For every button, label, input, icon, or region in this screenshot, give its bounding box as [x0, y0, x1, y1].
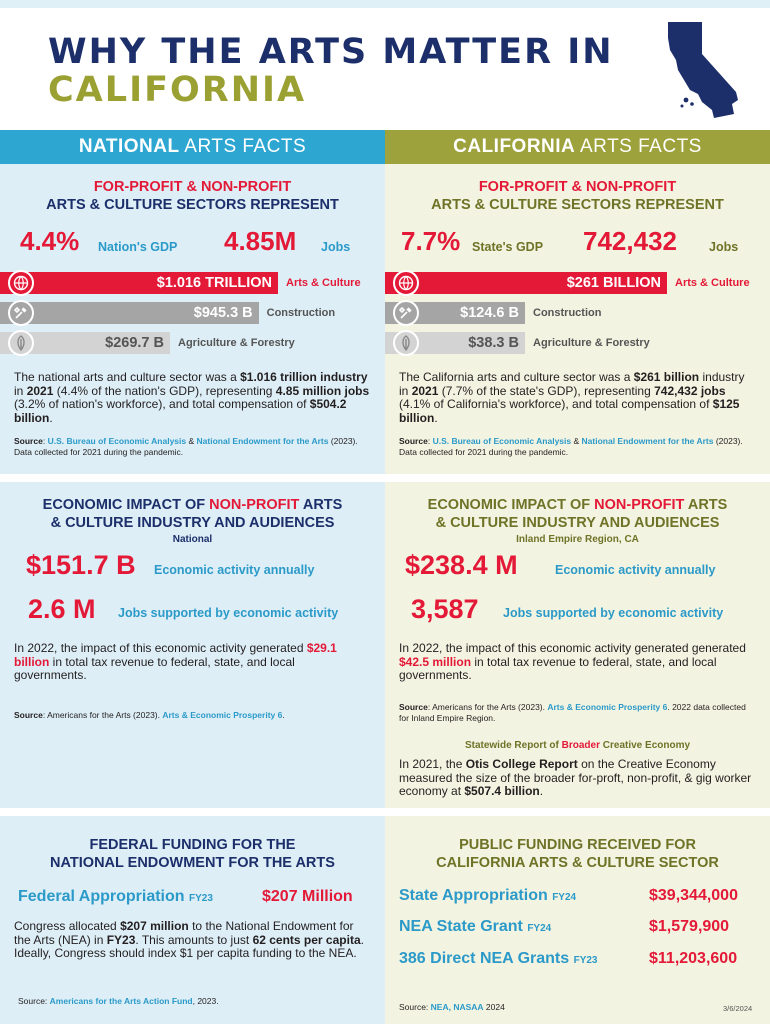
- direct-nea-grants-amount: $11,203,600: [649, 950, 738, 967]
- bea-link[interactable]: U.S. Bureau of Economic Analysis: [47, 436, 187, 446]
- national-impact-heading-1: ECONOMIC IMPACT OF NON-PROFIT ARTS: [42, 497, 343, 513]
- leaf-icon: [398, 335, 414, 351]
- national-gdp-value: 4.4%: [20, 226, 80, 256]
- ca-jobs-label: Jobs: [709, 240, 739, 254]
- sector-bar-label: Agriculture & Forestry: [533, 337, 650, 349]
- national-sectors-paragraph: The national arts and culture sector was a $1.016 trillion industry in 2021 (4.4% of the nation's GDP), representing 4.85 million jobs (3.2% of nation's workforce), and total compensation of $504.2 billion.: [14, 370, 370, 425]
- national-jobs-supported-label: Jobs supported by economic activity: [118, 606, 339, 620]
- federal-appropriation-amount: $207 Million: [262, 888, 353, 905]
- statewide-report-heading: Statewide Report of Broader Creative Economy: [464, 740, 691, 751]
- ca-jobs-supported-value: 3,587: [411, 594, 479, 624]
- tools-icon: [13, 305, 29, 321]
- bea-link[interactable]: U.S. Bureau of Economic Analysis: [432, 436, 572, 446]
- leaf-icon: [13, 335, 29, 351]
- national-impact-paragraph: In 2022, the impact of this economic activity generated $29.1 billion in total tax revenue to federal, state, and local governments.: [14, 641, 337, 682]
- nea-link[interactable]: National Endowment for the Arts: [196, 436, 329, 446]
- sector-bar-label: Agriculture & Forestry: [178, 337, 295, 349]
- divider: [385, 474, 770, 482]
- page-title-line-2: CALIFORNIA: [48, 70, 307, 110]
- globe-icon: [8, 270, 34, 296]
- divider: [0, 808, 385, 816]
- ca-jobs-supported-label: Jobs supported by economic activity: [503, 606, 724, 620]
- tools-icon: [398, 305, 414, 321]
- top-strip: [0, 0, 770, 8]
- sector-bar-label: Arts & Culture: [675, 277, 750, 289]
- federal-funding-source: Source: Americans for the Arts Action Fund, 2023.: [18, 996, 219, 1006]
- federal-appropriation-label: Federal Appropriation FY23: [18, 888, 213, 905]
- ca-gdp-label: State's GDP: [472, 240, 544, 254]
- ca-activity-label: Economic activity annually: [555, 563, 716, 577]
- public-funding-heading-2: CALIFORNIA ARTS & CULTURE SECTOR: [436, 855, 719, 871]
- sector-bar-label: Construction: [533, 307, 602, 319]
- ca-impact-region: Inland Empire Region, CA: [516, 534, 639, 545]
- ca-activity-value: $238.4 M: [405, 550, 518, 580]
- ca-impact-heading-2: & CULTURE INDUSTRY AND AUDIENCES: [435, 515, 720, 531]
- ca-impact-heading-1: ECONOMIC IMPACT OF NON-PROFIT ARTS: [427, 497, 728, 513]
- national-jobs-supported-value: 2.6 M: [28, 594, 96, 624]
- national-sectors-source: Source: U.S. Bureau of Economic Analysis & National Endowment for the Arts (2023). Data collected for 2021 during the pandemic.: [14, 436, 358, 457]
- public-funding-source: Source: NEA, NASAA 2024: [399, 1002, 505, 1012]
- report-date: 3/6/2024: [723, 1004, 753, 1013]
- national-impact-heading-2: & CULTURE INDUSTRY AND AUDIENCES: [50, 515, 335, 531]
- public-funding-heading-1: PUBLIC FUNDING RECEIVED FOR: [459, 837, 696, 853]
- sector-bar: $269.7 B: [0, 332, 170, 354]
- nea-nasaa-link[interactable]: NEA, NASAA: [430, 1002, 484, 1012]
- aep6-link[interactable]: Arts & Economic Prosperity 6: [547, 702, 668, 712]
- globe-icon: [398, 275, 414, 291]
- globe-icon: [393, 270, 419, 296]
- divider: [0, 474, 385, 482]
- leaf-icon: [8, 330, 34, 356]
- ca-jobs-value: 742,432: [583, 226, 677, 256]
- national-impact-source: Source: Americans for the Arts (2023). Arts & Economic Prosperity 6.: [14, 710, 285, 720]
- ca-impact-source: Source: Americans for the Arts (2023). Arts & Economic Prosperity 6. 2022 data collected for Inland Empire Region.: [399, 702, 746, 723]
- california-map-icon: [662, 20, 744, 120]
- ca-impact-paragraph: In 2022, the impact of this economic activity generated generated $42.5 million in total tax revenue to federal, state, and local governments.: [399, 641, 746, 682]
- federal-funding-paragraph: Congress allocated $207 million to the National Endowment for the Arts (NEA) in FY23. This amounts to just 62 cents per capita. Ideally, Congress should index $1 per capita funding to the NEA.: [14, 919, 364, 960]
- sector-bar-label: Construction: [266, 307, 336, 319]
- nea-state-grant-label: NEA State Grant FY24: [399, 918, 552, 935]
- california-banner: CALIFORNIA ARTS FACTS: [385, 130, 770, 164]
- ca-sectors-heading-2: ARTS & CULTURE SECTORS REPRESENT: [431, 197, 724, 213]
- aep6-link[interactable]: Arts & Economic Prosperity 6: [162, 710, 283, 720]
- leaf-icon: [393, 330, 419, 356]
- sector-bar: $945.3 B: [0, 302, 259, 324]
- afta-action-fund-link[interactable]: Americans for the Arts Action Fund: [49, 996, 193, 1006]
- nea-link[interactable]: National Endowment for the Arts: [581, 436, 714, 446]
- ca-sectors-paragraph: The California arts and culture sector was a $261 billion industry in 2021 (7.7% of the state's GDP), representing 742,432 jobs (4.1% of California's workforce), and total compensation of $125 billion.: [399, 370, 745, 425]
- california-column: [385, 130, 770, 1024]
- state-appropriation-amount: $39,344,000: [649, 887, 738, 904]
- national-sectors-heading-1: FOR-PROFIT & NON-PROFIT: [93, 179, 292, 195]
- tools-icon: [8, 300, 34, 326]
- sector-bar: $261 BILLION: [385, 272, 667, 294]
- sector-bar: $38.3 B: [385, 332, 525, 354]
- direct-nea-grants-label: 386 Direct NEA Grants FY23: [399, 950, 598, 967]
- federal-funding-heading-1: FEDERAL FUNDING FOR THE: [89, 837, 296, 853]
- federal-funding-heading-2: NATIONAL ENDOWMENT FOR THE ARTS: [50, 855, 335, 871]
- national-column: [0, 130, 385, 1024]
- globe-icon: [13, 275, 29, 291]
- national-sectors-heading-2: ARTS & CULTURE SECTORS REPRESENT: [46, 197, 339, 213]
- tools-icon: [393, 300, 419, 326]
- national-activity-label: Economic activity annually: [154, 563, 315, 577]
- sector-bar: $1.016 TRILLION: [0, 272, 278, 294]
- ca-sectors-heading-1: FOR-PROFIT & NON-PROFIT: [478, 179, 677, 195]
- sector-bar-label: Arts & Culture: [286, 277, 361, 289]
- national-banner: NATIONAL ARTS FACTS: [0, 130, 385, 164]
- page-title-line-1: WHY THE ARTS MATTER IN: [48, 32, 614, 72]
- national-impact-region: National: [172, 534, 213, 545]
- nea-state-grant-amount: $1,579,900: [649, 918, 730, 935]
- national-activity-value: $151.7 B: [26, 550, 136, 580]
- national-jobs-value: 4.85M: [224, 226, 297, 256]
- ca-gdp-value: 7.7%: [401, 226, 461, 256]
- divider: [385, 808, 770, 816]
- state-appropriation-label: State Appropriation FY24: [399, 887, 577, 904]
- statewide-report-paragraph: In 2021, the Otis College Report on the Creative Economy measured the size of the broader for-proft, non-profit, & gig worker economy at $507.4 billion.: [399, 757, 752, 798]
- ca-sectors-source: Source: U.S. Bureau of Economic Analysis & National Endowment for the Arts (2023). Data collected for 2021 during the pandemic.: [399, 436, 743, 457]
- national-gdp-label: Nation's GDP: [98, 240, 178, 254]
- sector-bar: $124.6 B: [385, 302, 525, 324]
- national-jobs-label: Jobs: [321, 240, 351, 254]
